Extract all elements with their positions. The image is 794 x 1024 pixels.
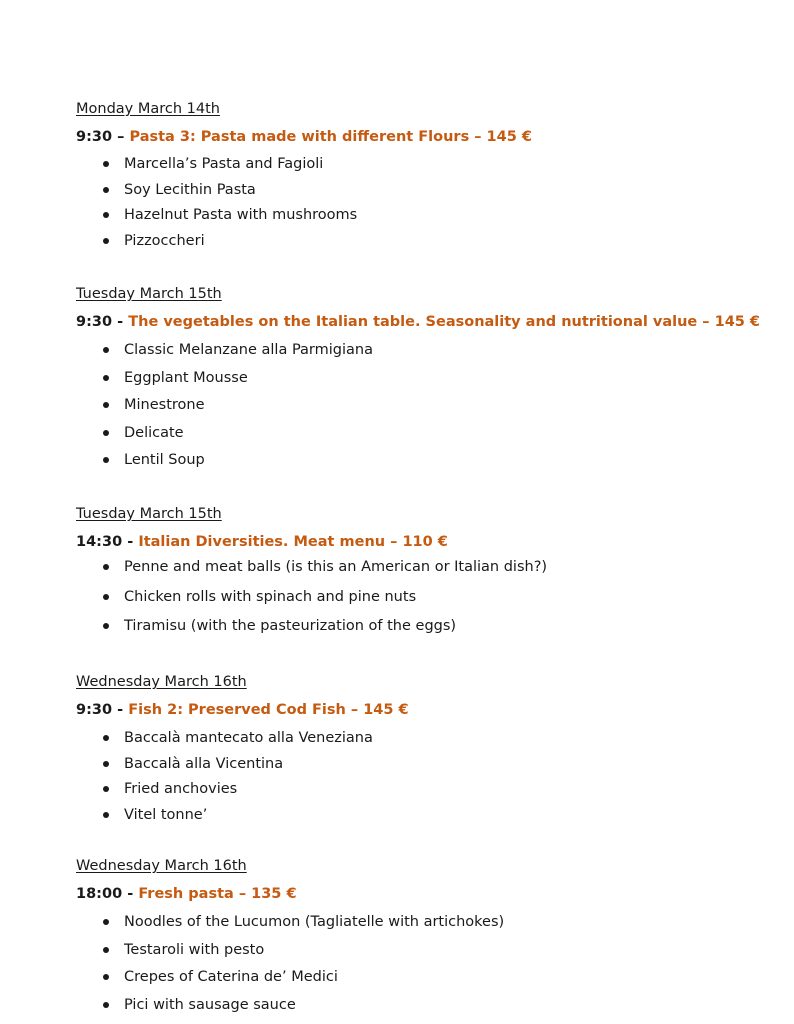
menu-item (76, 424, 766, 442)
section-date: Tuesday March 15th (76, 506, 222, 522)
menu-item (76, 968, 766, 986)
menu-item-text: Eggplant Mousse (124, 369, 248, 386)
bullet-icon (103, 187, 109, 193)
menu-item (76, 451, 766, 469)
section-time: 9:30 (76, 314, 113, 330)
section-title: Fresh pasta – 135 € (138, 886, 297, 902)
menu-item-text: Lentil Soup (124, 452, 205, 468)
section-separator: - (117, 314, 124, 330)
menu-item-text: Penne and meat balls (is this an American or Italian dish?) (124, 559, 548, 575)
menu-item-text: Vitel tonne’ (124, 806, 208, 823)
section-separator: – (117, 129, 125, 145)
menu-item-text: Fried anchovies (124, 781, 238, 797)
menu-list (76, 558, 766, 635)
bullet-icon (103, 375, 109, 381)
section-date: Wednesday March 16th (76, 858, 247, 874)
section-heading (76, 701, 766, 719)
bullet-icon (103, 947, 109, 953)
menu-item-text: Testaroli with pesto (124, 941, 265, 958)
menu-item (76, 913, 766, 931)
menu-item-text: Noodles of the Lucumon (Tagliatelle with artichokes) (124, 914, 505, 930)
section-heading (76, 313, 766, 331)
menu-item (76, 780, 766, 798)
bullet-icon (103, 402, 109, 408)
bullet-icon (103, 594, 109, 600)
bullet-icon (103, 1002, 109, 1008)
section-title: Italian Diversities. Meat menu – 110 € (138, 534, 448, 550)
section-title: Fish 2: Preserved Cod Fish – 145 € (128, 702, 409, 718)
menu-item-text: Delicate (124, 424, 184, 441)
menu-list (76, 341, 766, 469)
menu-item (76, 396, 766, 414)
section-separator: - (127, 886, 134, 902)
bullet-icon (103, 786, 109, 792)
bullet-icon (103, 347, 109, 353)
menu-item-text: Baccalà alla Vicentina (124, 755, 284, 772)
menu-item-text: Baccalà mantecato alla Veneziana (124, 730, 373, 746)
section-date: Wednesday March 16th (76, 674, 247, 690)
section-heading (76, 533, 766, 551)
bullet-icon (103, 430, 109, 436)
bullet-icon (103, 161, 109, 167)
class-section (76, 100, 766, 250)
menu-item-text: Tiramisu (with the pasteurization of the eggs) (124, 618, 457, 634)
menu-list (76, 729, 766, 824)
section-separator: - (127, 534, 134, 550)
bullet-icon (103, 564, 109, 570)
section-separator: - (117, 702, 124, 718)
menu-item (76, 806, 766, 824)
section-heading (76, 128, 766, 146)
class-section (76, 673, 766, 824)
menu-item-text: Marcella’s Pasta and Fagioli (124, 156, 324, 172)
menu-item (76, 617, 766, 635)
bullet-icon (103, 623, 109, 629)
menu-item-text: Chicken rolls with spinach and pine nuts (124, 588, 417, 605)
section-date: Monday March 14th (76, 101, 220, 117)
class-section (76, 857, 766, 1014)
menu-item-text: Pizzoccheri (124, 232, 205, 249)
class-section (76, 285, 766, 469)
section-title: The vegetables on the Italian table. Seasonality and nutritional value – 145 € (128, 314, 761, 330)
menu-item (76, 729, 766, 747)
menu-item (76, 155, 766, 173)
section-time: 9:30 (76, 702, 113, 718)
bullet-icon (103, 238, 109, 244)
section-title: Pasta 3: Pasta made with different Flours – 145 € (129, 129, 532, 145)
menu-item (76, 206, 766, 224)
menu-item-text: Pici with sausage sauce (124, 996, 296, 1013)
bullet-icon (103, 212, 109, 218)
bullet-icon (103, 812, 109, 818)
section-time: 9:30 (76, 129, 113, 145)
section-time: 18:00 (76, 886, 123, 902)
class-section (76, 505, 766, 635)
section-heading (76, 885, 766, 903)
bullet-icon (103, 457, 109, 463)
menu-item (76, 588, 766, 606)
bullet-icon (103, 735, 109, 741)
menu-list (76, 913, 766, 1014)
menu-item (76, 755, 766, 773)
menu-item (76, 232, 766, 250)
bullet-icon (103, 919, 109, 925)
menu-item (76, 996, 766, 1014)
menu-list (76, 155, 766, 250)
menu-item (76, 181, 766, 199)
section-time: 14:30 (76, 534, 123, 550)
menu-item-text: Hazelnut Pasta with mushrooms (124, 207, 358, 223)
menu-item (76, 369, 766, 387)
bullet-icon (103, 974, 109, 980)
bullet-icon (103, 761, 109, 767)
menu-item-text: Crepes of Caterina de’ Medici (124, 969, 338, 985)
section-date: Tuesday March 15th (76, 286, 222, 302)
menu-item-text: Classic Melanzane alla Parmigiana (124, 342, 373, 358)
menu-item-text: Soy Lecithin Pasta (124, 181, 256, 198)
menu-item (76, 941, 766, 959)
menu-item-text: Minestrone (124, 397, 205, 413)
menu-item (76, 341, 766, 359)
menu-item (76, 558, 766, 576)
